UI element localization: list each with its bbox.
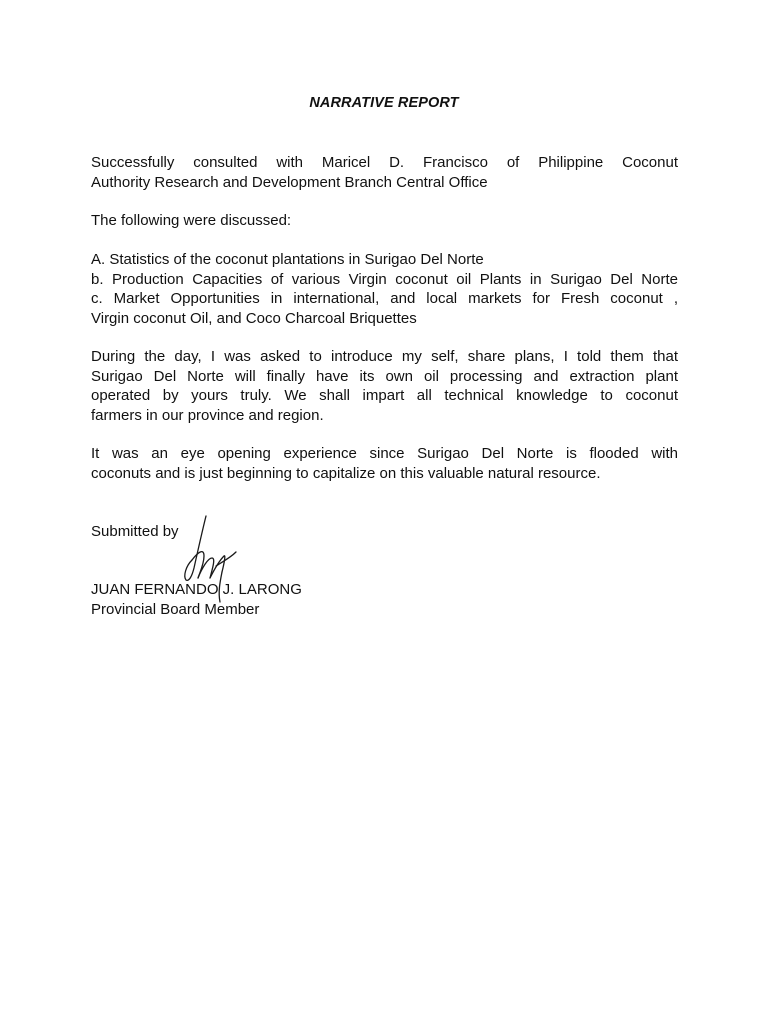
during-line-3: operated by yours truly. We shall impart all technical knowledge to coconut — [91, 387, 678, 404]
signer-position: Provincial Board Member — [91, 601, 260, 618]
during-day-paragraph — [91, 347, 678, 425]
list-item-c-continued: Virgin coconut Oil, and Coco Charcoal Briquettes — [91, 309, 417, 327]
during-line-2: Surigao Del Norte will finally have its own oil processing and extraction plant — [91, 367, 678, 385]
eye-line-1: It was an eye opening experience since Surigao Del Norte is flooded with — [91, 445, 678, 462]
discussion-list — [91, 250, 678, 328]
list-item-b: b. Production Capacities of various Virgin coconut oil Plants in Surigao Del Norte — [91, 270, 678, 288]
eye-line-2: coconuts and is just beginning to capitalize on this valuable natural resource. — [91, 464, 601, 482]
intro-paragraph — [91, 153, 678, 192]
list-item-a: A. Statistics of the coconut plantations in Surigao Del Norte — [91, 251, 484, 268]
report-title: NARRATIVE REPORT — [309, 95, 459, 111]
list-item-c: c. Market Opportunities in international, and local markets for Fresh coconut , — [91, 290, 678, 307]
intro-line-1: Successfully consulted with Maricel D. Francisco of Philippine Coconut — [91, 154, 678, 171]
signer-name: JUAN FERNANDO J. LARONG — [91, 581, 302, 598]
during-line-4: farmers in our province and region. — [91, 406, 324, 424]
submitted-by-label: Submitted by — [91, 523, 179, 540]
discussed-heading: The following were discussed: — [91, 212, 292, 229]
during-line-1: During the day, I was asked to introduce my self, share plans, I told them that — [91, 348, 678, 365]
intro-line-2: Authority Research and Development Branch Central Office — [91, 173, 488, 191]
eye-opening-paragraph — [91, 444, 678, 483]
